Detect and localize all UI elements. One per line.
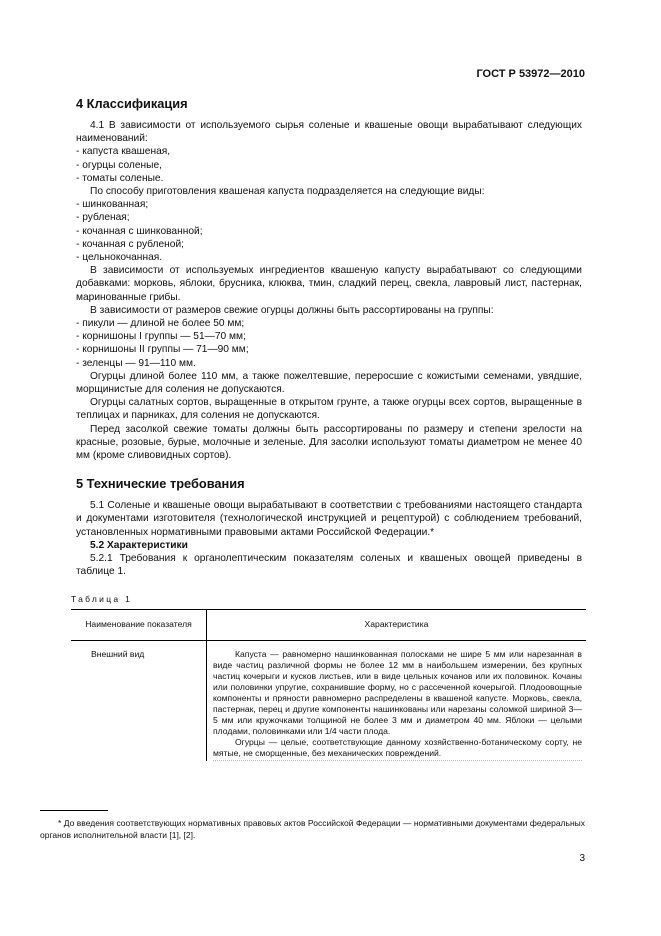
paragraph: По способу приготовления квашеная капуста подразделяется на следующие виды:: [90, 186, 485, 198]
footnote-separator: [40, 810, 108, 811]
paragraph: В зависимости от размеров свежие огурцы должны быть рассортированы на группы:: [90, 304, 494, 316]
standard-code: ГОСТ Р 53972—2010: [476, 68, 585, 80]
main-content: [71, 96, 582, 761]
list-item: - капуста квашеная,: [76, 145, 582, 158]
paragraph: Огурцы длиной более 110 мм, а также пожелтевшие, переросшие с кожистыми семенами, увядшие, морщинистые для соления не допускаются.: [76, 370, 582, 396]
list-item: - корнишоны I группы — 51—70 мм;: [76, 330, 582, 343]
list-item: - кочанная с шинкованной;: [76, 225, 582, 238]
section-5-heading: 5 Технические требования: [76, 476, 245, 492]
column-header-characteristic: Характеристика: [207, 609, 587, 640]
table-row: [71, 640, 586, 761]
list-item: - шинкованная;: [76, 198, 582, 211]
list-item: - пикули — длиной не более 50 мм;: [76, 317, 582, 330]
characteristic-cell: [207, 640, 587, 761]
list-item: - томаты соленые.: [76, 172, 582, 185]
section-5-1-text: 5.1 Соленые и квашеные овощи вырабатывают в соответствии с требованиями настоящего стандарта и документами изготовителя (технологической инструкцией и рецептурой) с соблюдением требований, установленных нормативными правовыми актами Российской Федерации.*: [76, 500, 582, 538]
table-header-row: [71, 609, 586, 640]
section-4-1-text: 4.1 В зависимости от используемого сырья соленые и квашеные овощи вырабатывают следующих наименований:: [76, 120, 582, 145]
page-number: 3: [579, 853, 585, 864]
list-item: - огурцы соленые,: [76, 159, 582, 172]
column-header-indicator: Наименование показателя: [71, 609, 207, 640]
list-item: - рубленая;: [76, 211, 582, 224]
footnote: * До введения соответствующих нормативных правовых актов Российской Федерации — нормативными документами федеральных органов исполнительной власти [1], [2].: [40, 818, 585, 840]
characteristic-cabbage: Капуста — равномерно нашинкованная полосками не шире 5 мм или нарезанная в виде частиц различной формы не более 12 мм в наибольшем измерении, без крупных частиц кочерыги и кусков листьев, или в виде цельных кочанов или их половинок. Кочаны или половинки упругие, сохранившие форму, но с рассеченной кочерыгой. Плодоовощные компоненты и пряности равномерно распределены в квашеной капусте. Морковь, свекла, пастернак, перец и другие компоненты нашинкованы или нарезаны соломкой шириной 3—5 мм или кружочками толщиной не более 3 мм и диаметром 40 мм. Яблоки — целыми плодами, половинками или 1/4 части плода.: [213, 648, 582, 736]
paragraph: Огурцы салатных сортов, выращенные в открытом грунте, а также огурцы всех сортов, выращенные в теплицах и парниках, для соления не допускаются.: [76, 397, 582, 422]
section-4-heading: 4 Классификация: [76, 96, 188, 111]
section-5-2-1-text: 5.2.1 Требования к органолептическим показателям соленых и квашеных овощей приведены в таблице 1.: [76, 553, 582, 578]
list-item: - цельнокочанная.: [76, 251, 582, 264]
characteristic-cucumbers: Огурцы — целые, соответствующие данному хозяйственно-ботаническому сорту, не мятые, не сморщенные, без механических повреждений.: [213, 737, 582, 761]
list-item: - кочанная с рубленой;: [76, 238, 582, 251]
list-item: - зеленцы — 91—110 мм.: [76, 357, 582, 370]
indicator-name: Внешний вид: [71, 640, 207, 761]
table-1: [71, 609, 586, 761]
section-5-2-heading: 5.2 Характеристики: [90, 539, 188, 551]
paragraph: В зависимости от используемых ингредиентов квашеную капусту вырабатывают со следующими добавками: морковь, яблоки, брусника, клюква, тмин, сладкий перец, свекла, лавровый лист, пастернак, маринованные грибы.: [76, 265, 582, 303]
list-item: - корнишоны II группы — 71—90 мм;: [76, 343, 582, 356]
table-caption: Таблица 1: [71, 593, 133, 604]
paragraph: Перед засолкой свежие томаты должны быть рассортированы по размеру и степени зрелости на красные, розовые, бурые, молочные и зеленые. Для засолки используют томаты диаметром не менее 40 мм (кроме сливовидных сортов).: [76, 423, 582, 462]
